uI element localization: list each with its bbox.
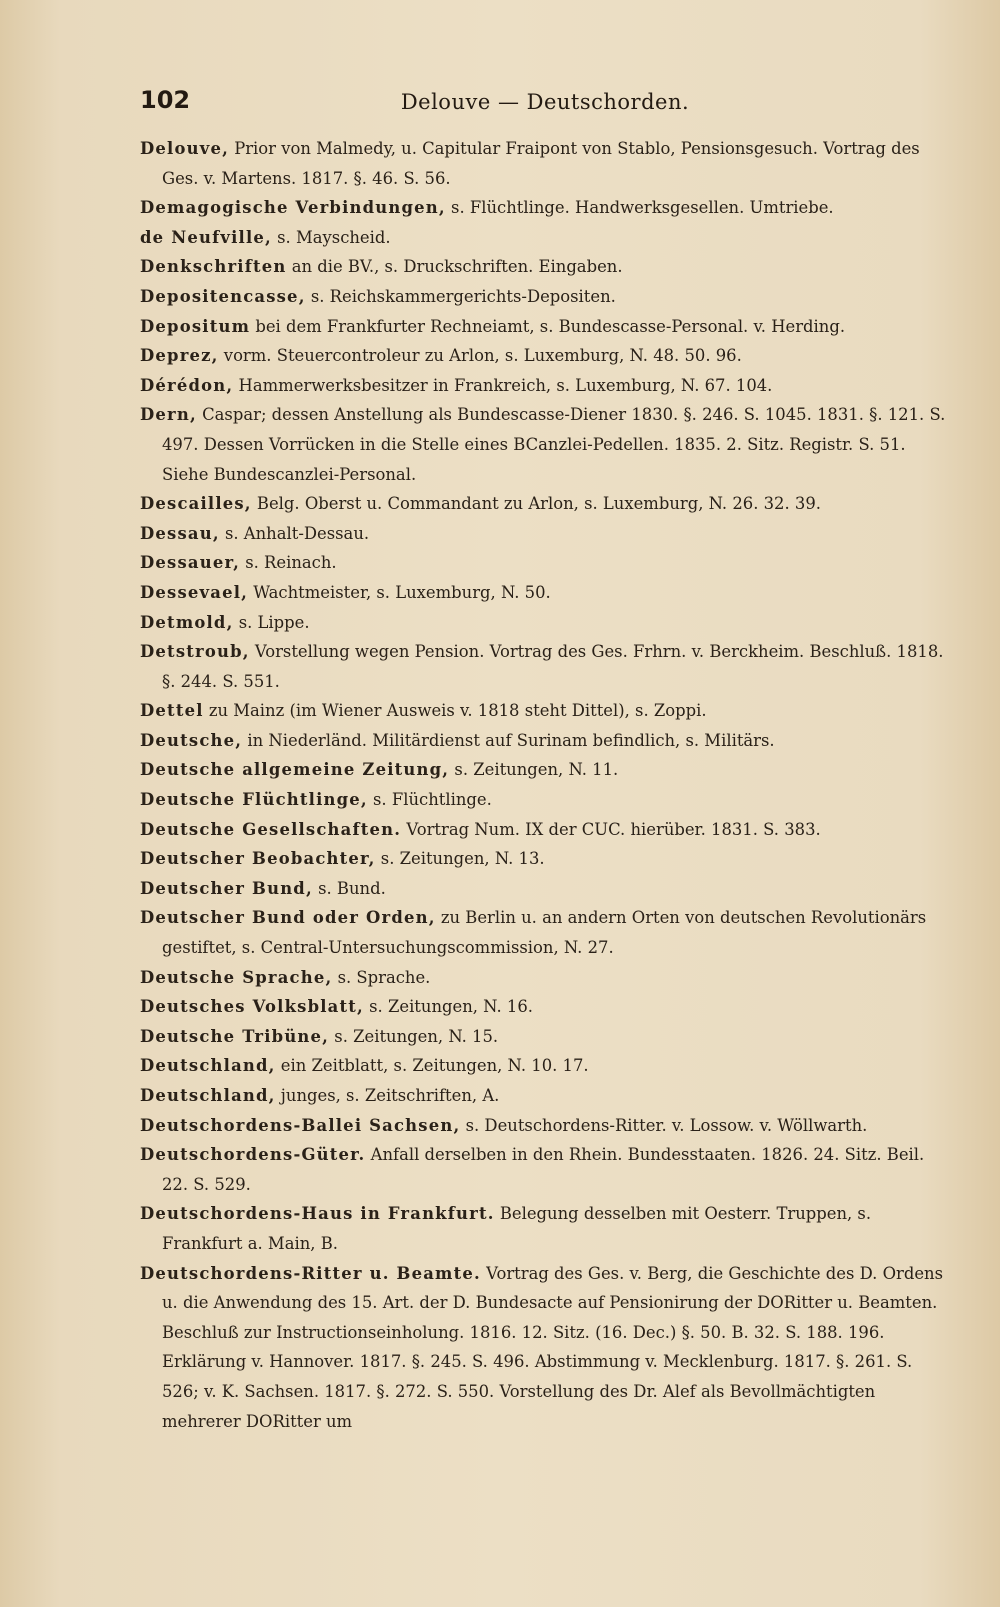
entry-text: s. Zeitungen, N. 15. (329, 1026, 499, 1046)
entry-headword: Deutsches Volksblatt, (140, 997, 364, 1017)
entry-text: in Niederländ. Militärdienst auf Surinam befindlich, s. Militärs. (242, 730, 775, 750)
page-header (140, 86, 950, 126)
index-entry (140, 400, 950, 489)
entry-headword: Dern, (140, 405, 197, 425)
index-entry (140, 963, 950, 993)
entry-text: Anfall derselben in den Rhein. Bundesstaaten. 1826. 24. Sitz. Beil. 22. S. 529. (162, 1145, 925, 1194)
entry-headword: Denkschriften (140, 257, 287, 277)
index-entry (140, 785, 950, 815)
entry-text: s. Zeitungen, N. 16. (363, 997, 533, 1017)
entry-text: bei dem Frankfurter Rechneiamt, s. Bundescasse-Personal. v. Herding. (250, 316, 846, 336)
entry-text: zu Mainz (im Wiener Ausweis v. 1818 steht Dittel), s. Zoppi. (203, 701, 707, 721)
entry-text: s. Zeitungen, N. 13. (375, 849, 545, 869)
entry-text: s. Reinach. (240, 553, 337, 573)
entry-headword: Deutsche Flüchtlinge, (140, 790, 368, 810)
index-entry (140, 903, 950, 962)
index-entry (140, 252, 950, 282)
entry-text: s. Lippe. (233, 612, 310, 632)
entry-headword: Depositencasse, (140, 286, 306, 306)
entry-headword: Deutsche Sprache, (140, 967, 333, 987)
entry-headword: Deutscher Beobachter, (140, 849, 376, 869)
entry-headword: Deutscher Bund, (140, 878, 313, 898)
entry-headword: Detmold, (140, 612, 234, 632)
entry-headword: Deutsche allgemeine Zeitung, (140, 760, 450, 780)
index-entry (140, 371, 950, 401)
entry-text: Belegung desselben mit Oesterr. Truppen, s. Frankfurt a. Main, B. (162, 1204, 872, 1253)
index-entry (140, 1081, 950, 1111)
index-entry (140, 519, 950, 549)
entry-text: vorm. Steuercontroleur zu Arlon, s. Luxemburg, N. 48. 50. 96. (218, 346, 742, 366)
entry-text: s. Zeitungen, N. 11. (449, 760, 619, 780)
index-entry (140, 193, 950, 223)
running-head: Delouve — Deutschorden. (400, 90, 690, 114)
index-entry (140, 282, 950, 312)
entry-text: s. Mayscheid. (271, 227, 391, 247)
index-entry (140, 1259, 950, 1437)
index-entry (140, 1051, 950, 1081)
entry-text: an die BV., s. Druckschriften. Eingaben. (286, 257, 623, 277)
index-entry (140, 1199, 950, 1258)
entry-text: s. Flüchtlinge. (367, 790, 492, 810)
entry-headword: Deutscher Bund oder Orden, (140, 908, 436, 928)
entry-headword: Deutsche, (140, 730, 243, 750)
index-entry (140, 815, 950, 845)
entry-text: Belg. Oberst u. Commandant zu Arlon, s. Luxemburg, N. 26. 32. 39. (251, 494, 821, 514)
index-entry (140, 1140, 950, 1199)
index-entry (140, 755, 950, 785)
entry-text: junges, s. Zeitschriften, A. (275, 1086, 500, 1105)
entry-headword: Deprez, (140, 346, 219, 366)
page-number: 102 (140, 86, 191, 114)
entry-text: s. Anhalt-Dessau. (219, 523, 370, 543)
entry-text: Wachtmeister, s. Luxemburg, N. 50. (248, 582, 551, 602)
entry-headword: Descailles, (140, 494, 252, 514)
entry-headword: Demagogische Verbindungen, (140, 198, 446, 218)
index-entry (140, 223, 950, 253)
entry-text: Hammerwerksbesitzer in Frankreich, s. Luxemburg, N. 67. 104. (233, 375, 773, 395)
index-entry (140, 726, 950, 756)
entry-headword: Deutschland, (140, 1056, 276, 1076)
entry-headword: Depositum (140, 316, 251, 336)
entry-headword: Deutschordens-Güter. (140, 1145, 366, 1165)
entry-headword: Detstroub, (140, 642, 250, 662)
entry-text: ein Zeitblatt, s. Zeitungen, N. 10. 17. (275, 1056, 589, 1076)
index-entry (140, 134, 950, 193)
entry-headword: Delouve, (140, 139, 229, 158)
index-entry (140, 1022, 950, 1052)
entry-headword: Deutschland, (140, 1086, 276, 1105)
entry-text: Vortrag des Ges. v. Berg, die Geschichte des D. Ordens u. die Anwendung des 15. Art. der D. Bundesacte auf Pensionirung der DORitter u. Beamten. Beschluß zur Instructionseinholung. 1816. 12. Sitz. (16. Dec.) §. 50. B. 32. S. 188. 196. Erklärung v. Hannover. 1817. §. 245. S. 496. Abstimmung v. Mecklenburg. 1817. §. 261. S. 526; v. K. Sachsen. 1817. §. 272. S. 550. Vorstellung des Dr. Alef als Bevollmächtigten mehrerer DORitter um (162, 1263, 943, 1431)
entry-text: Vorstellung wegen Pension. Vortrag des Ges. Frhrn. v. Berckheim. Beschluß. 1818. §. 244. S. 551. (162, 642, 944, 691)
index-entry (140, 608, 950, 638)
entry-headword: Deutsche Gesellschaften. (140, 819, 402, 839)
index-entries (140, 134, 950, 1436)
entry-headword: Dessevael, (140, 582, 249, 602)
index-entry (140, 992, 950, 1022)
entry-headword: Dettel (140, 701, 204, 721)
index-entry (140, 1111, 950, 1141)
entry-text: Caspar; dessen Anstellung als Bundescasse-Diener 1830. §. 246. S. 1045. 1831. §. 121. S. 497. Dessen Vorrücken in die Stelle eines BCanzlei-Pedellen. 1835. 2. Sitz. Registr. S. 51. Siehe Bundescanzlei-Personal. (162, 405, 946, 484)
index-entry (140, 548, 950, 578)
index-entry (140, 578, 950, 608)
entry-text: zu Berlin u. an andern Orten von deutschen Revolutionärs gestiftet, s. Central-Untersuchungscommission, N. 27. (162, 908, 927, 958)
entry-headword: Dérédon, (140, 375, 234, 395)
entry-text: Vortrag Num. IX der CUC. hierüber. 1831. S. 383. (401, 819, 821, 839)
index-entry (140, 312, 950, 342)
entry-headword: Dessau, (140, 523, 220, 543)
entry-text: s. Reichskammergerichts-Depositen. (305, 286, 616, 306)
entry-headword: Deutsche Tribüne, (140, 1026, 330, 1046)
index-entry (140, 341, 950, 371)
index-entry (140, 489, 950, 519)
entry-text: s. Sprache. (332, 967, 431, 987)
index-entry (140, 637, 950, 696)
entry-headword: Deutschordens-Ritter u. Beamte. (140, 1263, 481, 1283)
entry-text: s. Bund. (312, 878, 386, 898)
index-entry (140, 844, 950, 874)
entry-headword: Deutschordens-Haus in Frankfurt. (140, 1204, 495, 1224)
index-entry (140, 696, 950, 726)
entry-headword: Deutschordens-Ballei Sachsen, (140, 1115, 461, 1135)
entry-text: s. Deutschordens-Ritter. v. Lossow. v. Wöllwarth. (460, 1115, 868, 1135)
entry-text: Prior von Malmedy, u. Capitular Fraipont von Stablo, Pensionsgesuch. Vortrag des Ges. v. Martens. 1817. §. 46. S. 56. (162, 139, 920, 188)
entry-headword: Dessauer, (140, 553, 241, 573)
index-entry (140, 874, 950, 904)
entry-text: s. Flüchtlinge. Handwerksgesellen. Umtriebe. (445, 198, 834, 218)
entry-headword: de Neufville, (140, 227, 272, 247)
